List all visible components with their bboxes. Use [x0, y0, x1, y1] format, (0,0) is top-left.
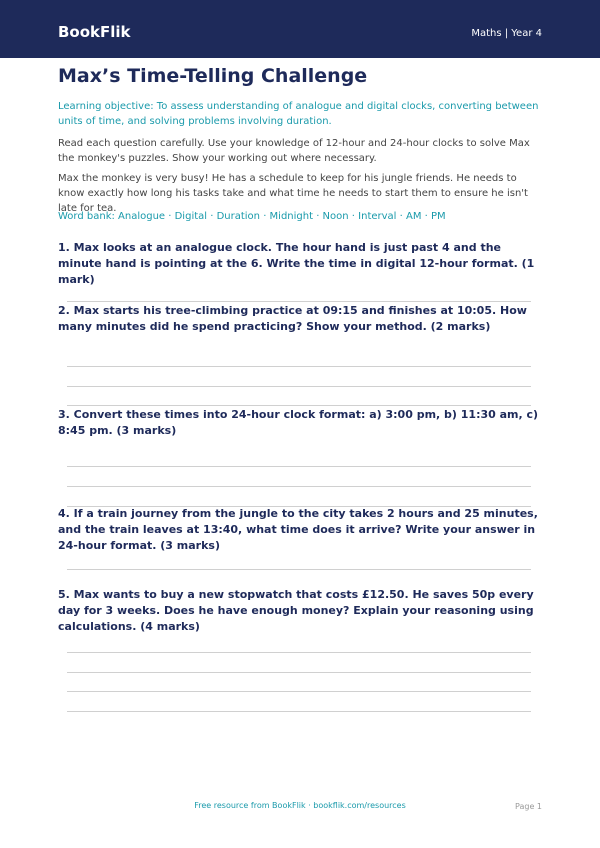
question-2: 2. Max starts his tree-climbing practice at 09:15 and finishes at 10:05. How many minutes did he spend practicing? Show your method. (2 marks): [58, 304, 527, 333]
word-bank: Word bank: Analogue · Digital · Duration · Midnight · Noon · Interval · AM · PM: [58, 211, 446, 222]
question-1: 1. Max looks at an analogue clock. The hour hand is just past 4 and the minute hand is pointing at the 6. Write the time in digital 12-hour format. (1 mark): [58, 241, 535, 286]
answer-line[interactable]: [67, 569, 531, 570]
brand-logo[interactable]: BookFlik: [58, 23, 131, 41]
answer-line[interactable]: [67, 301, 531, 302]
answer-line[interactable]: [67, 711, 531, 712]
page-number: Page 1: [515, 802, 542, 811]
answer-line[interactable]: [67, 405, 531, 406]
answer-line[interactable]: [67, 386, 531, 387]
instructions-paragraph: Read each question carefully. Use your knowledge of 12-hour and 24-hour clocks to solve Max the monkey's puzzles. Show your working out where necessary.: [58, 138, 530, 164]
learning-objective: Learning objective: To assess understanding of analogue and digital clocks, converting between units of time, and solving problems involving duration.: [58, 101, 539, 127]
answer-line[interactable]: [67, 466, 531, 467]
worksheet-title: Max’s Time-Telling Challenge: [58, 65, 368, 87]
story-paragraph: Max the monkey is very busy! He has a schedule to keep for his jungle friends. He needs to know exactly how long his tasks take and what time he needs to start them to ensure he isn't late for tea.: [58, 173, 528, 214]
question-5: 5. Max wants to buy a new stopwatch that costs £12.50. He saves 50p every day for 3 weeks. Does he have enough money? Explain your reasoning using calculations. (4 marks): [58, 588, 534, 633]
header-bar: [0, 0, 600, 58]
answer-line[interactable]: [67, 486, 531, 487]
answer-line[interactable]: [67, 366, 531, 367]
subject-year-label: Maths | Year 4: [471, 28, 542, 39]
question-4: 4. If a train journey from the jungle to the city takes 2 hours and 25 minutes, and the train leaves at 13:40, what time does it arrive? Write your answer in 24-hour format. (3 marks): [58, 507, 538, 552]
answer-line[interactable]: [67, 691, 531, 692]
footer-resource-link[interactable]: Free resource from BookFlik · bookflik.com/resources: [194, 801, 406, 810]
question-3: 3. Convert these times into 24-hour clock format: a) 3:00 pm, b) 11:30 am, c) 8:45 pm. (3 marks): [58, 408, 539, 437]
answer-line[interactable]: [67, 652, 531, 653]
answer-line[interactable]: [67, 672, 531, 673]
